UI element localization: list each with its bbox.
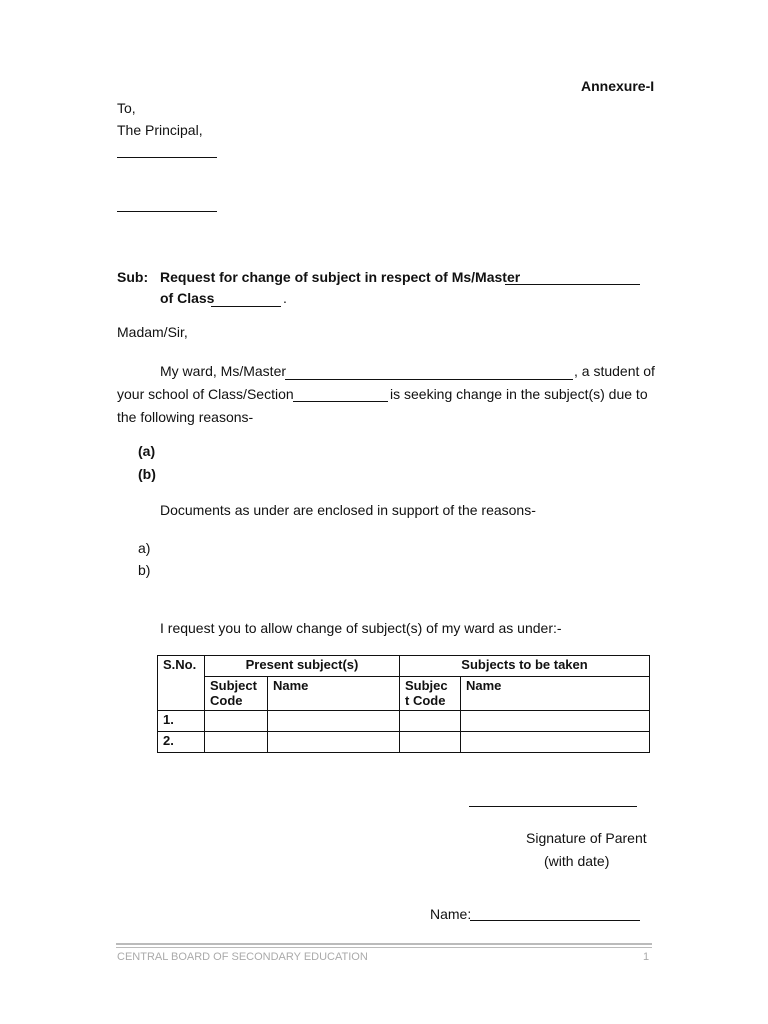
subject-name-blank: [505, 284, 640, 285]
address-blank-line-1: [117, 157, 217, 158]
table-cell: [205, 732, 268, 753]
footer-rule: [116, 943, 652, 945]
table-header-present-name: Name: [268, 677, 400, 711]
reason-a: (a): [138, 443, 156, 459]
signature-label: Signature of Parent: [526, 830, 647, 846]
table-cell: [461, 732, 650, 753]
table-header-new-code: Subjec t Code: [400, 677, 461, 711]
addressee-principal: The Principal,: [117, 122, 203, 138]
table-row: [158, 711, 650, 732]
table-cell: [400, 711, 461, 732]
table-header-new-name: Name: [461, 677, 650, 711]
name-blank-line: [470, 920, 640, 921]
body-line-2-start: your school of Class/Section: [117, 386, 294, 402]
footer-page-number: 1: [643, 951, 650, 963]
subject-change-table: [157, 655, 650, 753]
table-cell: [461, 711, 650, 732]
table-header-present: Present subject(s): [205, 656, 400, 677]
table-header-to-be-taken: Subjects to be taken: [400, 656, 650, 677]
body-line-3: the following reasons-: [117, 409, 254, 425]
ward-name-blank: [285, 379, 573, 380]
subject-class-blank: [211, 306, 281, 307]
table-cell: [268, 711, 400, 732]
signature-blank-line: [469, 806, 637, 807]
subject-line-2-end: .: [283, 290, 287, 306]
body-line-2-end: is seeking change in the subject(s) due to: [390, 386, 648, 402]
subject-line-1: Request for change of subject in respect of Ms/Master: [160, 269, 521, 285]
table-header-sno: S.No.: [158, 656, 205, 711]
documents-intro: Documents as under are enclosed in support of the reasons-: [160, 502, 536, 518]
table-row: [158, 732, 650, 753]
reason-b: (b): [138, 466, 156, 482]
address-blank-line-2: [117, 211, 217, 212]
table-row-number: 1.: [158, 711, 205, 732]
document-b: b): [138, 562, 151, 578]
signature-date-label: (with date): [544, 853, 610, 869]
request-line: I request you to allow change of subject(s) of my ward as under:-: [160, 620, 562, 636]
class-section-blank: [293, 401, 388, 402]
table-header-row: [158, 656, 650, 677]
addressee-to: To,: [117, 100, 136, 116]
footer-org: CENTRAL BOARD OF SECONDARY EDUCATION: [117, 951, 368, 963]
annexure-label: Annexure-I: [581, 78, 655, 94]
table-subheader-row: [158, 677, 650, 711]
subject-line-2: of Class: [160, 290, 215, 306]
salutation: Madam/Sir,: [117, 324, 188, 340]
body-line-1-end: , a student of: [574, 363, 655, 379]
subject-label: Sub:: [117, 269, 149, 285]
footer-rule-thin: [116, 947, 652, 948]
table-row-number: 2.: [158, 732, 205, 753]
table-header-present-code: Subject Code: [205, 677, 268, 711]
table-cell: [205, 711, 268, 732]
name-label: Name:: [430, 906, 472, 922]
table-cell: [268, 732, 400, 753]
body-line-1-start: My ward, Ms/Master: [160, 363, 287, 379]
table-cell: [400, 732, 461, 753]
document-a: a): [138, 540, 151, 556]
